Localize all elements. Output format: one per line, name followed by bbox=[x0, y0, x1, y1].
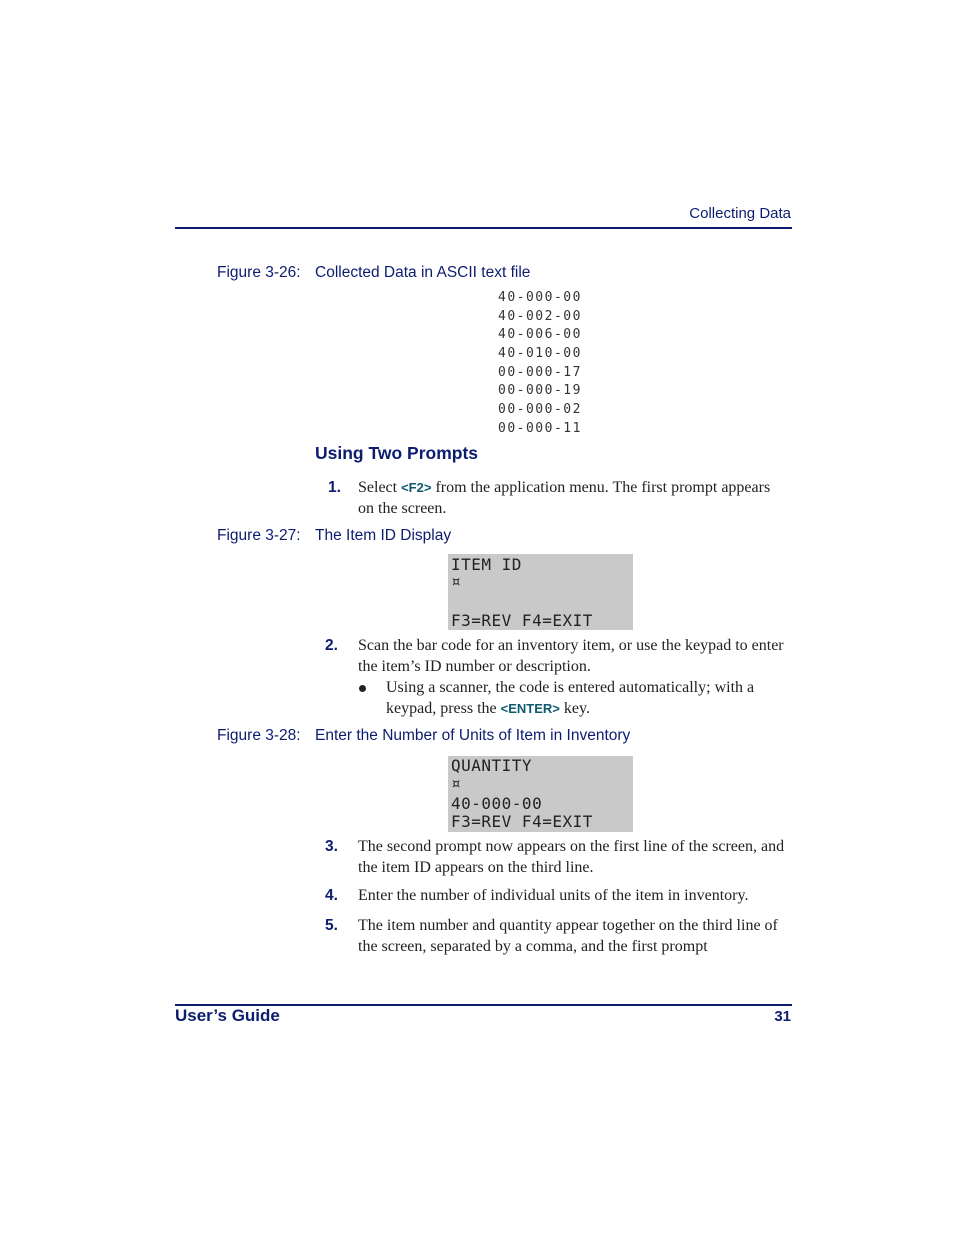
bullet-text: Using a scanner, the code is entered automatically; with a keypad, press the bbox=[386, 679, 755, 717]
lcd-line: F3=REV F4=EXIT bbox=[451, 611, 593, 630]
header-rule bbox=[175, 227, 792, 229]
ascii-line: 00-000-17 bbox=[498, 364, 582, 380]
step-number: 1. bbox=[328, 479, 341, 496]
step-number: 3. bbox=[325, 838, 338, 855]
section-heading: Using Two Prompts bbox=[315, 443, 479, 463]
figure-number: Figure 3-28: bbox=[217, 727, 301, 744]
step-2-bullet-text bbox=[386, 678, 790, 719]
ascii-line: 00-000-02 bbox=[498, 402, 582, 418]
ascii-line: 00-000-19 bbox=[498, 383, 582, 399]
bullet-text: key. bbox=[559, 699, 590, 717]
figure-number: Figure 3-26: bbox=[217, 264, 301, 281]
ascii-line: 40-002-00 bbox=[498, 308, 582, 324]
footer-guide-title: User’s Guide bbox=[175, 1006, 280, 1025]
key-label-enter: <ENTER> bbox=[500, 700, 560, 716]
step-1-text bbox=[358, 478, 790, 519]
lcd-line: QUANTITY bbox=[451, 756, 533, 775]
step-number: 5. bbox=[325, 917, 338, 934]
lcd-item-id-display bbox=[448, 554, 633, 630]
step-2-text: Scan the bar code for an inventory item, or use the keypad to enter the item’s ID number or description. bbox=[358, 637, 784, 675]
lcd-quantity-display bbox=[448, 756, 633, 832]
step-5-text: The item number and quantity appear together on the third line of the screen, separated by a comma, and the first prompt bbox=[358, 917, 778, 955]
ascii-data-listing bbox=[498, 289, 582, 439]
ascii-line: 40-010-00 bbox=[498, 346, 582, 362]
ascii-line: 40-006-00 bbox=[498, 327, 582, 343]
ascii-line: 40-000-00 bbox=[498, 290, 582, 305]
step-3-text: The second prompt now appears on the first line of the screen, and the item ID appears on the third line. bbox=[358, 838, 785, 876]
bullet-icon bbox=[359, 685, 366, 692]
figure-title: The Item ID Display bbox=[315, 527, 452, 544]
running-header: Collecting Data bbox=[689, 205, 791, 222]
lcd-line: ITEM ID bbox=[451, 555, 522, 574]
lcd-line: ¤ bbox=[451, 572, 462, 591]
lcd-line: F3=REV F4=EXIT bbox=[451, 812, 593, 831]
step-text: from the application menu. The first prompt appears on the screen. bbox=[358, 479, 771, 517]
step-number: 2. bbox=[325, 637, 338, 654]
figure-number: Figure 3-27: bbox=[217, 527, 301, 544]
ascii-line: 00-000-11 bbox=[498, 420, 582, 436]
lcd-line: 40-000-00 bbox=[451, 794, 543, 813]
figure-title: Enter the Number of Units of Item in Inventory bbox=[315, 727, 631, 744]
step-number: 4. bbox=[325, 887, 338, 904]
page-number: 31 bbox=[774, 1008, 791, 1025]
step-4-text: Enter the number of individual units of the item in inventory. bbox=[358, 887, 749, 904]
figure-title: Collected Data in ASCII text file bbox=[315, 264, 531, 281]
key-label-f2: <F2> bbox=[401, 480, 432, 495]
step-text: Select bbox=[358, 479, 402, 496]
lcd-line: ¤ bbox=[451, 774, 462, 793]
